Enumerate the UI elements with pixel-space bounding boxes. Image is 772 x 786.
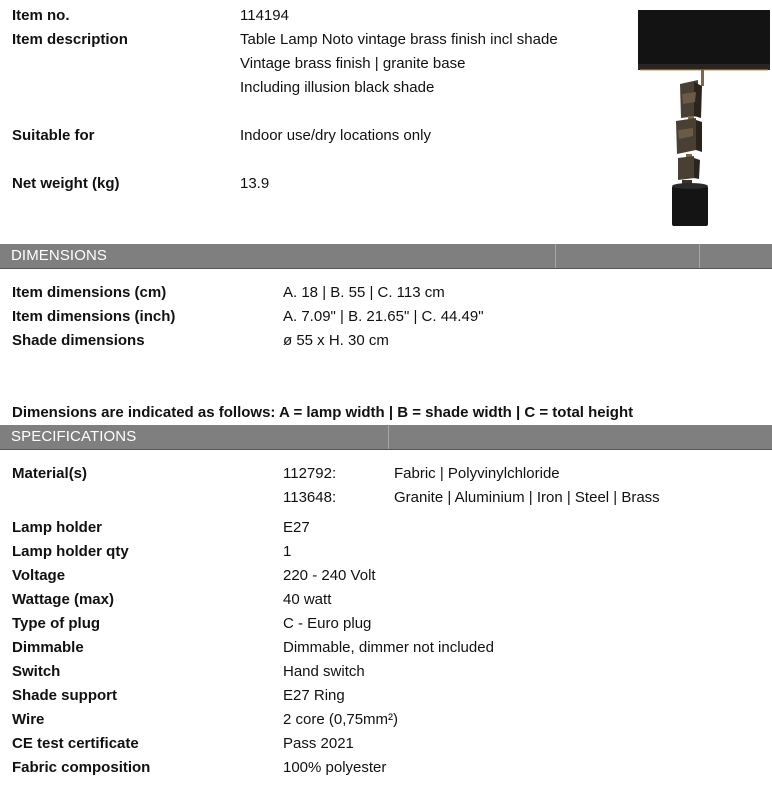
- spec-value: Pass 2021: [283, 735, 354, 752]
- materials-label: Material(s): [12, 465, 88, 482]
- specifications-header-label: SPECIFICATIONS: [11, 428, 137, 445]
- material-code: 113648:: [283, 489, 337, 506]
- dimensions-note: Dimensions are indicated as follows: A = lamp width | B = shade width | C = total height: [12, 404, 634, 421]
- dimension-value: ø 55 x H. 30 cm: [283, 332, 389, 349]
- product-image: [636, 8, 772, 230]
- suitable-for-label: Suitable for: [12, 127, 95, 144]
- spec-label: CE test certificate: [12, 735, 139, 752]
- spec-label: Type of plug: [12, 615, 101, 632]
- spec-value: 220 - 240 Volt: [283, 567, 376, 584]
- spec-label: Switch: [12, 663, 61, 680]
- suitable-for-value: Indoor use/dry locations only: [240, 127, 431, 144]
- header-divider: [388, 425, 389, 449]
- spec-label: Wire: [12, 711, 45, 728]
- material-value: Fabric | Polyvinylchloride: [394, 465, 560, 482]
- dimension-label: Item dimensions (inch): [12, 308, 176, 325]
- spec-value: 1: [283, 543, 292, 560]
- lamp-shade: [638, 10, 770, 70]
- dimensions-section-header: [0, 244, 772, 269]
- item-no-value: 114194: [240, 7, 289, 24]
- dimension-value: A. 7.09" | B. 21.65" | C. 44.49": [283, 308, 484, 325]
- item-description-line: Including illusion black shade: [240, 79, 435, 96]
- material-value: Granite | Aluminium | Iron | Steel | Brass: [394, 489, 660, 506]
- dimension-value: A. 18 | B. 55 | C. 113 cm: [283, 284, 445, 301]
- spec-label: Fabric composition: [12, 759, 151, 776]
- item-description-line: Vintage brass finish | granite base: [240, 55, 466, 72]
- spec-value: Dimmable, dimmer not included: [283, 639, 494, 656]
- net-weight-value: 13.9: [240, 175, 270, 192]
- spec-value: E27 Ring: [283, 687, 345, 704]
- dimension-label: Item dimensions (cm): [12, 284, 167, 301]
- spec-label: Wattage (max): [12, 591, 114, 608]
- spec-label: Lamp holder qty: [12, 543, 129, 560]
- dimension-label: Shade dimensions: [12, 332, 145, 349]
- dimensions-header-label: DIMENSIONS: [11, 247, 108, 264]
- spec-value: C - Euro plug: [283, 615, 372, 632]
- item-no-label: Item no.: [12, 7, 70, 24]
- lamp-body: [676, 70, 704, 186]
- item-description-line: Table Lamp Noto vintage brass finish incl shade: [240, 31, 558, 48]
- spec-label: Lamp holder: [12, 519, 103, 536]
- spec-value: 100% polyester: [283, 759, 387, 776]
- spec-value: 2 core (0,75mm²): [283, 711, 399, 728]
- specifications-section-header: [0, 425, 772, 450]
- spec-label: Voltage: [12, 567, 66, 584]
- spec-label: Shade support: [12, 687, 118, 704]
- spec-label: Dimmable: [12, 639, 84, 656]
- lamp-base: [672, 183, 708, 226]
- spec-value: E27: [283, 519, 310, 536]
- spec-value: Hand switch: [283, 663, 365, 680]
- net-weight-label: Net weight (kg): [12, 175, 120, 192]
- header-divider: [555, 244, 556, 268]
- material-code: 112792:: [283, 465, 337, 482]
- item-description-label: Item description: [12, 31, 128, 48]
- spec-value: 40 watt: [283, 591, 332, 608]
- header-divider: [699, 244, 700, 268]
